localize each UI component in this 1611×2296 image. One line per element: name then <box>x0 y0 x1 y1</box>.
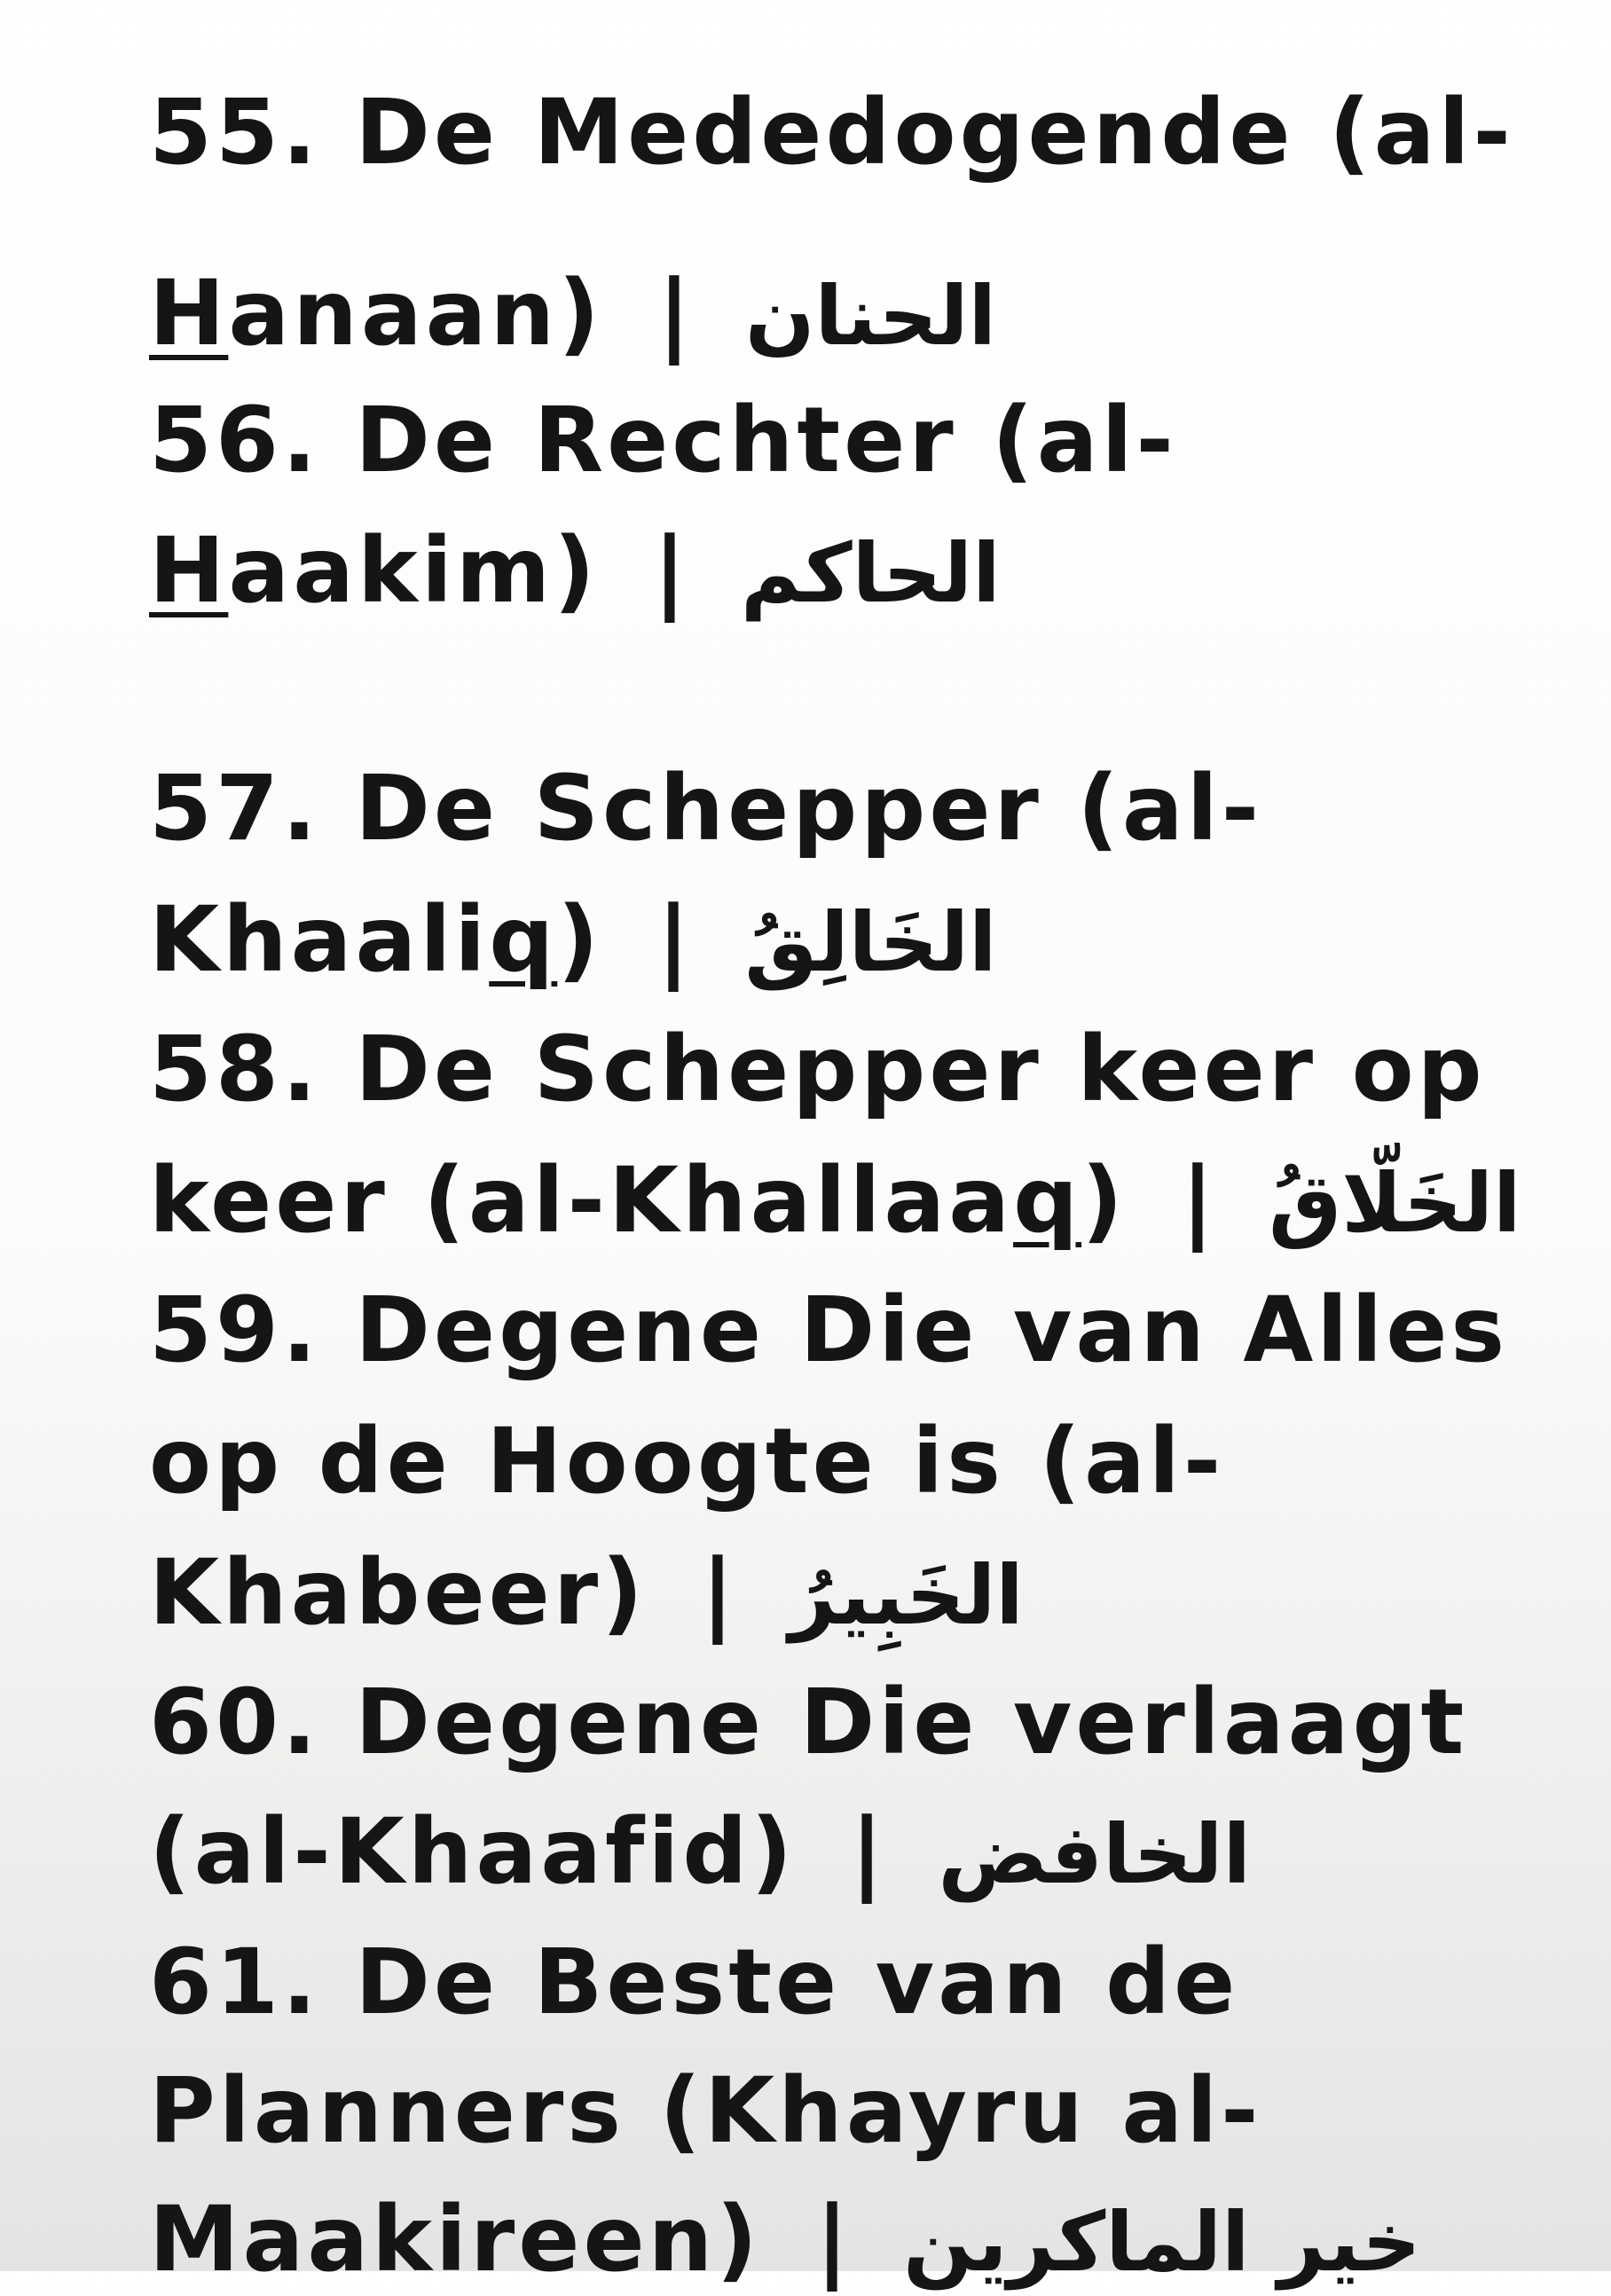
transliteration: anaan) <box>228 261 603 366</box>
arabic-name: الحاكم <box>741 526 1001 621</box>
entry-number: 55. <box>149 80 320 185</box>
transliteration: aakim) <box>228 518 599 624</box>
underlined-letter: H <box>149 261 229 366</box>
entry-60-line-2 <box>149 1799 1251 1908</box>
entry-55-line-2 <box>149 261 996 370</box>
separator: | <box>815 2187 849 2292</box>
entry-56-line-2 <box>149 518 1001 627</box>
entry-title: De Rechter (al- <box>355 388 1177 493</box>
entry-title: De Schepper keer op <box>355 1017 1486 1122</box>
underlined-letter: q <box>1013 1148 1082 1254</box>
entry-number: 56. <box>149 388 320 493</box>
entry-title-continued: Planners (Khayru al- <box>149 2058 1262 2164</box>
entry-58-line-1 <box>149 1017 1486 1123</box>
entry-57-line-2 <box>149 887 997 996</box>
entry-number: 60. <box>149 1670 320 1775</box>
entry-59-line-1 <box>149 1278 1508 1384</box>
entry-number: 58. <box>149 1017 320 1122</box>
entry-title: Degene Die van Alles <box>355 1278 1509 1383</box>
separator: | <box>1181 1148 1214 1254</box>
arabic-name: الخَبِيرُ <box>789 1548 1024 1643</box>
entry-number: 57. <box>149 756 320 861</box>
transliteration: Khabeer) <box>149 1540 647 1646</box>
transliteration-suffix: ) <box>557 887 602 993</box>
underlined-letter: q <box>489 887 558 993</box>
arabic-name: خير الماكرين <box>903 2195 1421 2290</box>
entry-59-line-2 <box>149 1409 1224 1515</box>
entry-60-line-1 <box>149 1670 1467 1776</box>
arabic-name: الحنان <box>745 269 997 364</box>
entry-title: De Mededogende (al- <box>355 80 1514 185</box>
entry-61-line-1 <box>149 1930 1238 2036</box>
separator: | <box>701 1540 735 1646</box>
entry-number: 61. <box>149 1930 320 2035</box>
entry-57-line-1 <box>149 756 1262 862</box>
arabic-name: الخافض <box>938 1807 1252 1902</box>
entry-55-line-1 <box>149 80 1514 186</box>
arabic-name: الخَلّاقُ <box>1269 1156 1521 1251</box>
entry-title: De Schepper (al- <box>355 756 1263 861</box>
transliteration-prefix: Khaali <box>149 887 490 993</box>
entry-title: Degene Die verlaagt <box>355 1670 1468 1775</box>
entry-61-line-2 <box>149 2058 1262 2165</box>
transliteration: Maakireen) <box>149 2187 761 2292</box>
separator: | <box>656 887 690 993</box>
separator: | <box>653 518 687 624</box>
entry-number: 59. <box>149 1278 320 1383</box>
separator: | <box>657 261 691 366</box>
entry-56-line-1 <box>149 388 1177 494</box>
underlined-letter: H <box>149 518 229 624</box>
entry-title: De Beste van de <box>355 1930 1239 2035</box>
entry-58-line-2 <box>149 1148 1521 1257</box>
transliteration-prefix: keer (al-Khallaa <box>149 1148 1014 1254</box>
separator: | <box>850 1799 884 1905</box>
arabic-name: الخَالِقُ <box>744 895 997 990</box>
entry-61-line-3 <box>149 2187 1421 2296</box>
entry-title-continued: op de Hoogte is (al- <box>149 1409 1225 1514</box>
transliteration: (al-Khaafid) <box>149 1799 797 1905</box>
transliteration-suffix: ) <box>1081 1148 1127 1254</box>
entry-59-line-3 <box>149 1540 1024 1649</box>
